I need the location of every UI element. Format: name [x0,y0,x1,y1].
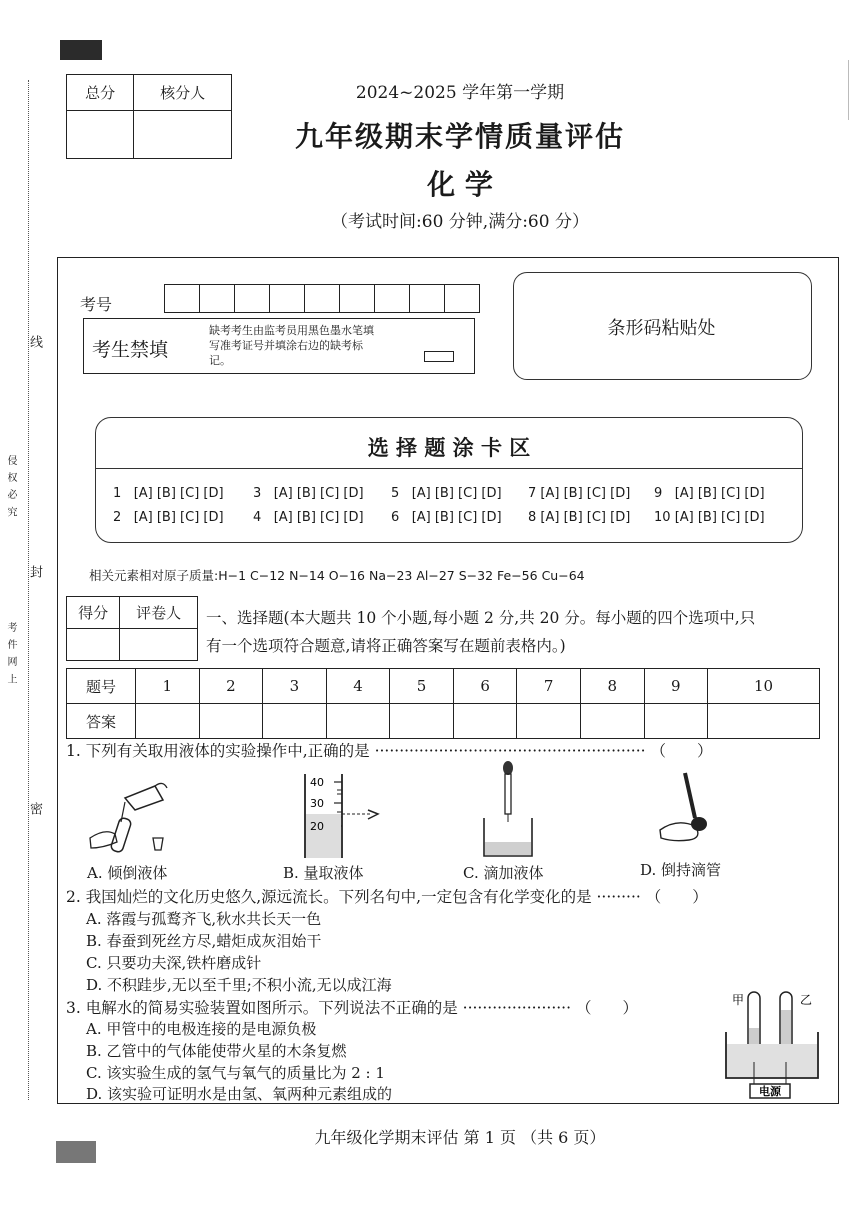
pouring-liquid-icon [85,778,195,858]
dropper-beaker-icon [478,760,538,860]
mc-item[interactable]: 1 [A] [B] [C] [D] [113,486,224,501]
score-reviewer-label: 核分人 [134,75,232,111]
inverted-dropper-icon [655,768,735,853]
mc-item[interactable]: 3 [A] [B] [C] [D] [253,486,364,501]
mc-area-title: 选 择 题 涂 卡 区 [367,435,531,460]
exam-id-digit[interactable] [410,284,445,313]
grid-answer-cell[interactable] [263,704,327,739]
grid-number: 5 [390,669,454,704]
absent-mark-box[interactable] [424,351,454,362]
cylinder-tick-20: 20 [310,820,324,833]
tube-label-jia: 甲 [732,993,745,1007]
exam-id-digit[interactable] [200,284,235,313]
edge-mark-right [848,60,860,120]
section1-score-table [66,596,198,661]
grid-answer-cell[interactable] [390,704,454,739]
exam-id-digit[interactable] [305,284,340,313]
section1-grader-label: 评卷人 [120,597,198,629]
grid-header-label: 题号 [67,669,136,704]
grid-answer-cell[interactable] [199,704,263,739]
margin-label-upload: 考 件 网 上 [5,622,16,686]
total-score-cell[interactable] [67,111,134,159]
question-3-stem: 3. 电解水的简易实验装置如图所示。下列说法不正确的是 ······················ （ ） [66,999,638,1017]
grid-answer-cell[interactable] [580,704,644,739]
mc-item[interactable]: 4 [A] [B] [C] [D] [253,510,364,525]
answer-grid [66,668,820,739]
power-source-label: 电源 [759,1085,781,1098]
restricted-label: 考生禁填 [92,339,169,361]
section1-score-label: 得分 [67,597,120,629]
question-2-option-a[interactable]: A. 落霞与孤鹜齐飞,秋水共长天一色 [86,910,322,928]
question-3-option-d[interactable]: D. 该实验可证明水是由氢、氧两种元素组成的 [86,1085,393,1103]
question-2-option-b[interactable]: B. 春蚕到死丝方尽,蜡炬成灰泪始干 [86,932,322,950]
question-2-option-d[interactable]: D. 不积跬步,无以至千里;不积小流,无以成江海 [86,976,392,994]
grid-answer-cell[interactable] [517,704,581,739]
mc-item[interactable]: 2 [A] [B] [C] [D] [113,510,224,525]
total-score-table [66,74,232,159]
exam-id-digit[interactable] [270,284,305,313]
mc-item[interactable]: 9 [A] [B] [C] [D] [654,486,765,501]
score-reviewer-cell[interactable] [134,111,232,159]
cylinder-tick-30: 30 [310,797,324,810]
page-footer: 九年级化学期末评估 第 1 页 （共 6 页） [314,1128,606,1147]
mc-item[interactable]: 8 [A] [B] [C] [D] [528,510,631,525]
exam-id-label: 考号 [80,295,113,314]
subject-title: 化 学 [427,168,493,201]
exam-id-digit[interactable] [375,284,410,313]
question-3-option-c[interactable]: C. 该实验生成的氢气与氧气的质量比为 2 : 1 [86,1064,385,1082]
question-1-option-b[interactable]: B. 量取液体 [283,864,364,882]
tube-label-yi: 乙 [800,993,813,1007]
grid-number: 6 [453,669,517,704]
restricted-note: 缺考考生由监考员用黑色墨水笔填写准考证号并填涂右边的缺考标记。 [209,324,374,367]
corner-mark-bottom [56,1141,96,1163]
question-2-option-c[interactable]: C. 只要功夫深,铁杵磨成针 [86,954,262,972]
mc-item[interactable]: 10 [A] [B] [C] [D] [654,510,765,525]
grid-number: 10 [708,669,820,704]
grid-number: 3 [263,669,327,704]
mc-row-1 [113,486,793,504]
question-2-stem: 2. 我国灿烂的文化历史悠久,源远流长。下列名句中,一定包含有化学变化的是 ········· （ ） [66,888,708,906]
mc-item[interactable]: 7 [A] [B] [C] [D] [528,486,631,501]
grid-number: 1 [136,669,200,704]
question-1-option-c[interactable]: C. 滴加液体 [463,864,544,882]
exam-id-boxes [164,284,480,313]
exam-id-digit[interactable] [164,284,200,313]
electrolysis-apparatus-icon [722,988,822,1100]
binding-line [28,80,29,1100]
question-1-option-d[interactable]: D. 倒持滴管 [640,861,722,879]
mc-row-2 [113,510,793,528]
corner-mark-top [60,40,102,60]
question-1-option-a[interactable]: A. 倾倒液体 [87,864,168,882]
grid-number: 8 [580,669,644,704]
question-3-option-a[interactable]: A. 甲管中的电极连接的是电源负极 [86,1020,317,1038]
mc-area-divider [96,468,802,469]
exam-info: （考试时间:60 分钟,满分:60 分） [331,212,589,232]
total-score-label: 总分 [67,75,134,111]
grid-answer-cell[interactable] [644,704,708,739]
atomic-masses: 相关元素相对原子质量:H−1 C−12 N−14 O−16 Na−23 Al−27 S−32 Fe−56 Cu−64 [89,568,585,583]
grid-answer-label: 答案 [67,704,136,739]
graduated-cylinder-icon [290,770,390,862]
margin-label-line: 线 [27,335,42,350]
grid-answer-cell[interactable] [326,704,390,739]
section1-grader-cell[interactable] [120,629,198,661]
mc-item[interactable]: 6 [A] [B] [C] [D] [391,510,502,525]
grid-answer-cell[interactable] [708,704,820,739]
exam-title: 九年级期末学情质量评估 [294,120,625,153]
mc-item[interactable]: 5 [A] [B] [C] [D] [391,486,502,501]
exam-id-digit[interactable] [340,284,375,313]
exam-term: 2024~2025 学年第一学期 [355,83,565,103]
margin-label-secret: 密 [27,802,42,817]
section1-intro-line1: 一、选择题(本大题共 10 个小题,每小题 2 分,共 20 分。每小题的四个选项中,只 [206,609,756,627]
grid-number: 9 [644,669,708,704]
question-1-stem: 1. 下列有关取用液体的实验操作中,正确的是 ······················································· （ ） [66,742,713,760]
section1-intro-line2: 有一个选项符合题意,请将正确答案写在题前表格内。) [206,637,566,655]
question-3-option-b[interactable]: B. 乙管中的气体能使带火星的木条复燃 [86,1042,347,1060]
grid-number: 4 [326,669,390,704]
grid-answer-cell[interactable] [453,704,517,739]
grid-answer-cell[interactable] [136,704,200,739]
margin-label-seal: 封 [27,565,42,580]
exam-id-digit[interactable] [445,284,480,313]
barcode-label: 条形码粘贴处 [607,318,716,339]
section1-score-cell[interactable] [67,629,120,661]
cylinder-tick-40: 40 [310,776,324,789]
margin-label-copyright: 侵 权 必 究 [5,455,16,519]
grid-number: 2 [199,669,263,704]
exam-id-digit[interactable] [235,284,270,313]
grid-number: 7 [517,669,581,704]
